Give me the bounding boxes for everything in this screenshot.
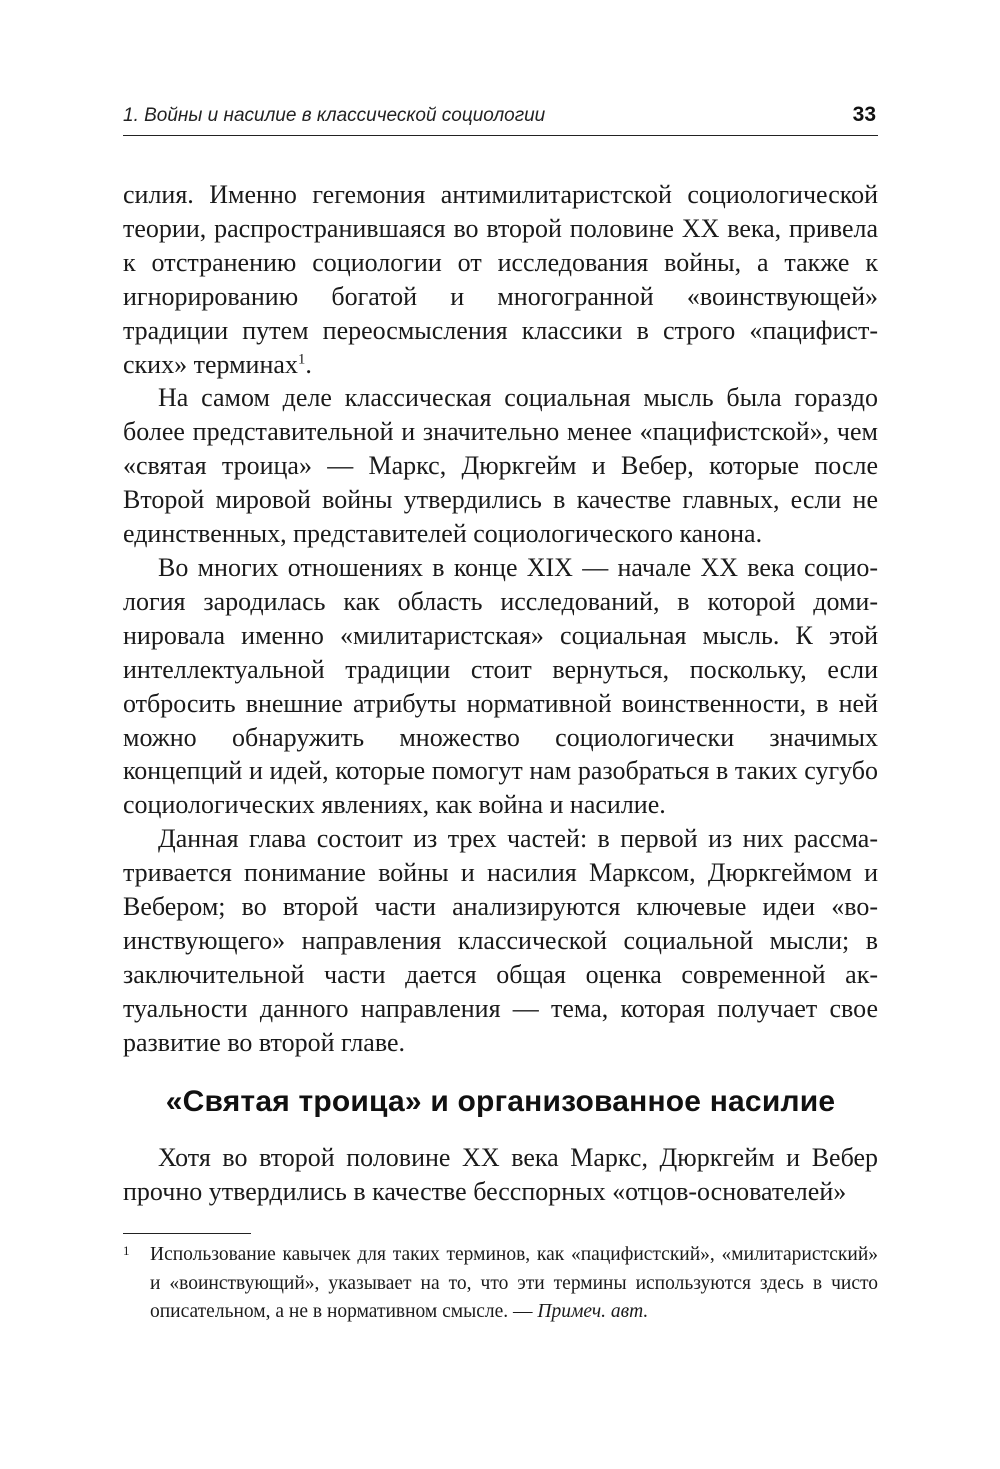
footnote-text-block — [150, 1241, 878, 1327]
footnote-signature: Примеч. авт. — [537, 1301, 649, 1322]
paragraph-1-end: . — [305, 349, 312, 379]
footnote-divider — [123, 1233, 251, 1234]
section-heading: «Святая троица» и организованное насилие — [165, 1085, 836, 1118]
footnote-marker: 1 — [123, 1243, 130, 1258]
page-number: 33 — [852, 103, 876, 126]
running-header — [123, 101, 878, 136]
paragraph-4: Данная глава состоит из трех частей: в первой из них рассматривается понимание войны и насилия Марксом, Дюркгеймом и Вебером; во второй части анализируются ключевые идеи «воинствующего» направления классической социальной мысли; в заключительной части дается общая оценка современной актуальности данного направления — тема, которая получает свое развитие во второй главе. — [123, 824, 878, 1057]
section-text — [123, 1141, 878, 1209]
footnote-text: Использование кавычек для таких терминов, как «пацифистский», «милитаристский» и «воинствующий», указывает на то, что эти термины используются здесь в чисто описательном, а не в нормативном смысле. — — [150, 1244, 878, 1322]
paragraph-1 — [123, 178, 878, 381]
footnote — [123, 1241, 878, 1327]
main-text — [123, 178, 878, 1060]
paragraph-1-text: силия. Именно гегемония антимилитаристской социологической теории, распространившаяся во второй половине XX века, привела к отстранению социологии от исследования войны, а также к игнорированию богатой и многогранной «воинствующей» традиции путем переосмысления классики в строго «пацифистских» терминах — [123, 180, 878, 379]
footnote-reference[interactable]: 1 — [297, 350, 306, 367]
running-title: 1. Войны и насилие в классической социологии — [123, 105, 546, 126]
paragraph-2: На самом деле классическая социальная мысль была гораздо более представительной и значительно менее «пацифистской», чем «святая троица» — Маркс, Дюркгейм и Вебер, которые после Второй мировой войны утвердились в качестве главных, если не единственных, представителей социологического канона. — [123, 383, 878, 549]
section-paragraph: Хотя во второй половине XX века Маркс, Дюркгейм и Вебер прочно утвердились в качестве бесспорных «отцов-основателей» — [123, 1143, 878, 1206]
paragraph-3: Во многих отношениях в конце XIX — начале XX века социология зародилась как область исследований, в которой доминировала именно «милитаристская» социальная мысль. К этой интеллектуальной традиции стоит вернуться, поскольку, если отбросить внешние атрибуты нормативной воинственности, в ней можно обнаружить множество социологически значимых концепций и идей, которые помогут нам разобраться в таких сугубо социологических явлениях, как война и насилие. — [123, 552, 878, 820]
